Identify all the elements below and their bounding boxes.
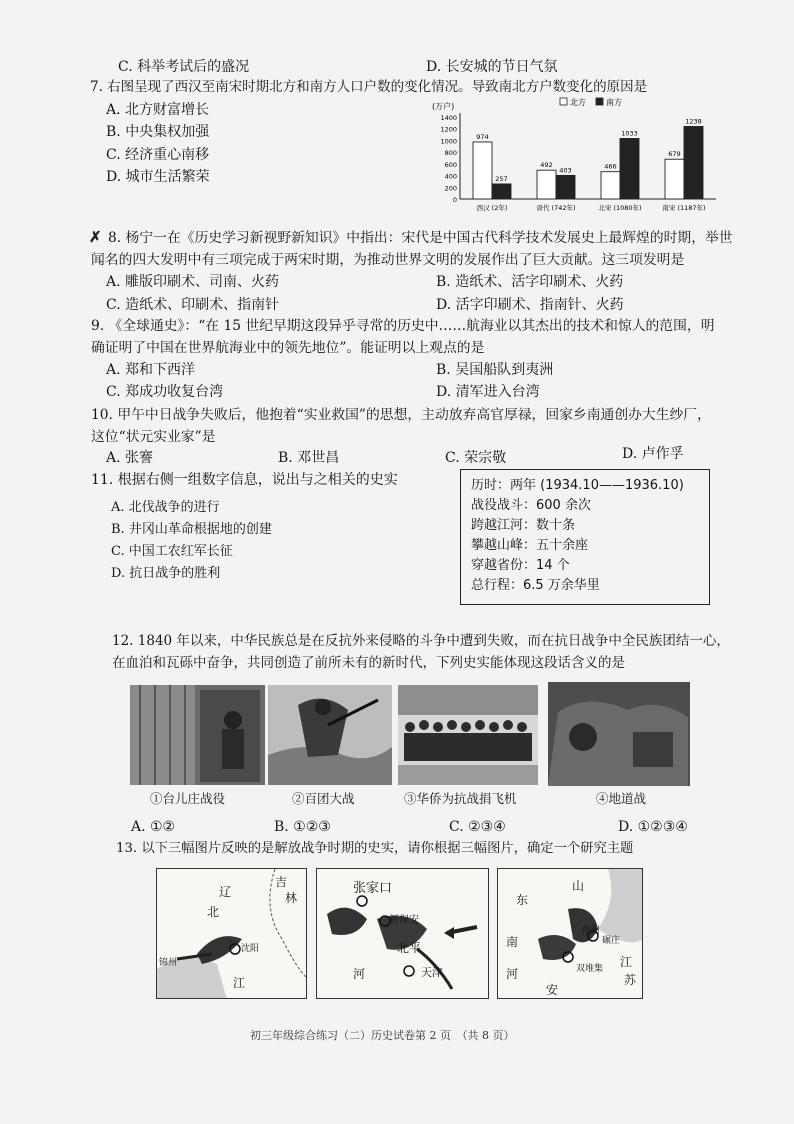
- map1-label: 辽: [219, 885, 232, 899]
- map3-label: 双堆集: [576, 964, 604, 974]
- bar-value-label: 974: [476, 132, 489, 141]
- x-tick-label: 西汉 (2年): [476, 204, 508, 212]
- bar: [492, 184, 511, 199]
- population-bar-chart: [430, 95, 722, 223]
- caption-4: ④地道战: [596, 791, 647, 806]
- caption-1: ①台儿庄战役: [150, 791, 226, 806]
- map2-label: 北平: [397, 941, 422, 955]
- q7-option-d: D. 城市生活繁荣: [106, 169, 210, 185]
- x-tick-label: 北宋 (1080年): [598, 204, 642, 212]
- map3-label: 碾庄: [602, 936, 621, 946]
- y-tick-label: 600: [444, 160, 457, 169]
- page-footer: 初三年级综合练习（二）历史试卷第 2 页 （共 8 页）: [250, 1029, 515, 1042]
- bar: [601, 172, 620, 199]
- q11-option-b: B. 井冈山革命根据地的创建: [111, 522, 272, 537]
- photo-overseas-chinese-plane: [398, 685, 538, 785]
- correction-mark: ✗: [89, 228, 102, 246]
- map3-label: 徐州: [582, 926, 601, 936]
- q10-option-d: D. 卢作孚: [622, 446, 684, 462]
- map1-label: 吉: [275, 875, 288, 889]
- map-liaoshen: [156, 868, 307, 999]
- map2-label: 天津: [421, 966, 443, 979]
- map2-label: 新保安: [389, 915, 419, 926]
- caption-2: ②百团大战: [292, 791, 355, 806]
- info-line: 攀越山峰：五十余座: [471, 538, 589, 553]
- q9-stem-line2: 确证明了中国在世界航海业中的领先地位”。能证明以上观点的是: [91, 340, 485, 356]
- bar: [556, 175, 575, 199]
- map3-label: 苏: [624, 973, 637, 987]
- y-axis-label: (万户): [432, 102, 455, 111]
- q9-option-a: A. 郑和下西洋: [106, 362, 196, 378]
- y-tick-label: 1000: [440, 137, 457, 146]
- q13-stem: 13. 以下三幅图片反映的是解放战争时期的史实，请你根据三幅图片，确定一个研究主题: [116, 841, 634, 856]
- legend-swatch: [560, 98, 567, 105]
- photo-tunnel-warfare: [548, 682, 690, 786]
- photo-hundred-regiments: [268, 685, 392, 785]
- bar-value-label: 403: [559, 166, 572, 175]
- x-tick-label: 唐代 (742年): [536, 204, 576, 212]
- y-tick-label: 0: [452, 196, 457, 204]
- y-tick-label: 200: [444, 184, 457, 193]
- q12-option-c: C. ②③④: [449, 819, 506, 835]
- legend-label: 南方: [606, 98, 622, 107]
- q11-option-c: C. 中国工农红军长征: [111, 544, 233, 559]
- q6-option-d: D. 长安城的节日气氛: [426, 59, 558, 75]
- photo-taierzhuang: [130, 685, 265, 785]
- info-line: 跨越江河：数十条: [471, 518, 576, 533]
- map-pingjin: [316, 868, 489, 999]
- q9-option-d: D. 清军进入台湾: [436, 384, 540, 400]
- map3-label: 河: [506, 967, 519, 981]
- info-line: 穿越省份：14 个: [471, 558, 570, 573]
- map1-label: 江: [233, 976, 246, 990]
- info-line: 战役战斗：600 余次: [471, 498, 591, 513]
- q10-option-b: B. 邓世昌: [278, 450, 340, 466]
- q8-stem-line1: 8. 杨宁一在《历史学习新视野新知识》中指出：宋代是中国古代科学技术发展史上最辉煌的时期，举世: [108, 230, 733, 246]
- long-march-info-box: [460, 469, 710, 605]
- map1-label: 锦州: [159, 958, 178, 968]
- info-line: 历时：两年 (1934.10——1936.10): [471, 478, 684, 493]
- y-tick-label: 400: [444, 172, 457, 181]
- q6-option-c: C. 科举考试后的盛况: [118, 59, 250, 75]
- q11-stem: 11. 根据右侧一组数字信息，说出与之相关的史实: [91, 472, 398, 488]
- bar-value-label: 257: [495, 174, 508, 183]
- map3-label: 安: [546, 983, 559, 997]
- q7-option-b: B. 中央集权加强: [106, 124, 210, 140]
- bar: [665, 159, 684, 199]
- q12-option-a: A. ①②: [131, 819, 176, 835]
- q10-option-c: C. 荣宗敬: [445, 450, 507, 466]
- map3-label: 山: [572, 879, 585, 893]
- y-tick-label: 1400: [440, 114, 457, 122]
- bar: [620, 138, 639, 199]
- map3-label: 江: [620, 955, 633, 969]
- q12-option-d: D. ①②③④: [618, 819, 688, 835]
- map1-label: 林: [285, 891, 298, 905]
- q11-option-a: A. 北伐战争的进行: [111, 500, 220, 515]
- y-tick-label: 1200: [440, 125, 457, 134]
- map2-label: 张家口: [353, 881, 393, 896]
- q12-stem-line1: 12. 1840 年以来，中华民族总是在反抗外来侵略的斗争中遭到失败，而在抗日战争中全民族团结一心，: [112, 633, 730, 649]
- map-huaihai: [497, 868, 643, 999]
- q12-stem-line2: 在血泊和瓦砾中奋争，共同创造了前所未有的新时代，下列史实能体现这段话含义的是: [112, 655, 625, 671]
- map2-label: 河: [353, 967, 366, 981]
- bar-value-label: 1033: [621, 129, 638, 138]
- q10-stem-line1: 10. 甲午中日战争失败后，他抱着“实业救国”的思想，主动放弃高官厚禄，回家乡南通创办大生纱厂，: [91, 407, 711, 423]
- map1-label: 沈阳: [241, 944, 260, 954]
- bar: [473, 142, 492, 199]
- bar-value-label: 679: [668, 150, 681, 159]
- y-tick-label: 800: [444, 149, 457, 158]
- q10-stem-line2: 这位“状元实业家”是: [91, 429, 216, 445]
- map3-label: 东: [516, 893, 529, 907]
- q8-option-c: C. 造纸术、印刷术、指南针: [106, 297, 280, 313]
- q8-option-b: B. 造纸术、活字印刷术、火药: [436, 274, 624, 290]
- q8-option-d: D. 活字印刷术、指南针、火药: [436, 297, 624, 313]
- q11-option-d: D. 抗日战争的胜利: [111, 566, 221, 581]
- q9-stem-line1: 9. 《全球通史》：“在 15 世纪早期这段异乎寻常的历史中……航海业以其杰出的技术和惊人的范围，明: [91, 318, 715, 334]
- q7-option-c: C. 经济重心南移: [106, 147, 210, 163]
- x-tick-label: 南宋 (1187年): [662, 204, 706, 212]
- bar-value-label: 1238: [685, 117, 702, 126]
- bar-value-label: 466: [604, 162, 617, 171]
- bar: [537, 170, 556, 199]
- bar-value-label: 492: [540, 161, 553, 170]
- q9-option-c: C. 郑成功收复台湾: [106, 384, 224, 400]
- map1-label: 北: [207, 905, 220, 919]
- q8-stem-line2: 闻名的四大发明中有三项完成于两宋时期，为推动世界文明的发展作出了巨大贡献。这三项发明是: [91, 252, 685, 268]
- q7-stem: 7. 右图呈现了西汉至南宋时期北方和南方人口户数的变化情况。导致南北方户数变化的原因是: [90, 79, 648, 95]
- q9-option-b: B. 吴国船队到夷洲: [436, 362, 554, 378]
- q10-option-a: A. 张謇: [106, 450, 154, 466]
- q7-option-a: A. 北方财富增长: [106, 102, 210, 118]
- info-line: 总行程：6.5 万余华里: [471, 578, 600, 593]
- legend-label: 北方: [570, 98, 586, 107]
- q8-option-a: A. 雕版印刷术、司南、火药: [106, 274, 280, 290]
- q12-option-b: B. ①②③: [274, 819, 331, 835]
- bar: [684, 126, 703, 199]
- legend-swatch: [596, 98, 603, 105]
- map3-label: 南: [506, 935, 519, 949]
- caption-3: ③华侨为抗战捐飞机: [404, 791, 517, 806]
